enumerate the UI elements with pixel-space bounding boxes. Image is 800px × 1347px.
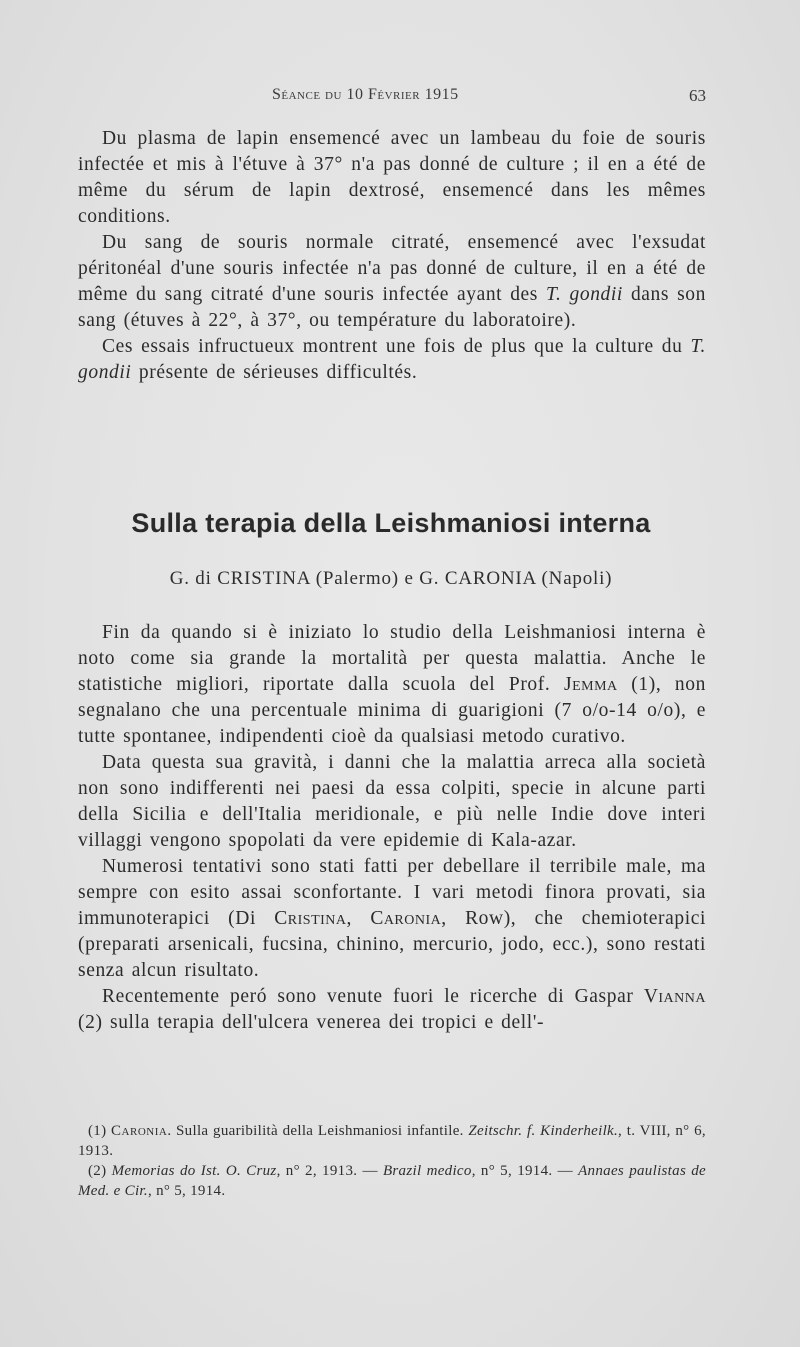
page-header — [76, 86, 706, 112]
journal-name: Annaes paulistas de Med. e Cir. — [78, 1163, 706, 1199]
author-name: Caronia — [370, 908, 442, 929]
previous-article-end — [78, 126, 706, 386]
footnote-text: , n° 2, 1913. — — [276, 1163, 378, 1179]
journal-name: Brazil medico — [382, 1163, 472, 1179]
paragraph-text: dans son sang (étuves à 22°, à 37°, ou température du laboratoire). — [78, 284, 706, 331]
footnote-1: (1) Caronia. Sulla guaribilità della Leishmaniosi infantile. Zeitschr. f. Kinderheilk., t. VIII, n° 6, 1913. — [78, 1123, 706, 1159]
paragraph-text: (2) sulla terapia dell'ulcera venerea dei tropici e dell'- — [78, 1012, 545, 1033]
footnote-marker: (2) — [88, 1163, 107, 1179]
journal-name: Zeitschr. f. Kinderheilk. — [468, 1123, 619, 1139]
species-name: T. gondii — [546, 284, 623, 305]
author-name: Vianna — [643, 986, 706, 1007]
paragraph — [78, 750, 706, 854]
article-authors: G. di CRISTINA (Palermo) e G. CARONIA (Napoli) — [169, 568, 613, 589]
page-number: 63 — [689, 86, 706, 105]
author-name: Cristina — [274, 908, 347, 929]
paragraph-text: Du plasma de lapin ensemencé avec un lambeau du foie de souris infectée et mis à l'étuve à 37° n'a pas donné de culture ; il en a été de même du sérum de lapin dextrosé, ensemencé dans les mêmes conditions. — [78, 128, 706, 227]
footnotes — [78, 1121, 706, 1201]
article-title: Sulla terapia della Leishmaniosi interna — [131, 508, 651, 538]
author-name: Row — [465, 908, 504, 929]
species-name: T. gondii — [78, 336, 706, 383]
author-name: Caronia — [111, 1123, 168, 1139]
paragraph-text: Ces essais infructueux montrent une fois de plus que la culture du — [102, 336, 683, 357]
paragraph — [78, 620, 706, 750]
footnote-text: Sulla guaribilità della Leishmaniosi infantile. — [176, 1123, 464, 1139]
paragraph-text: (1), non segnalano che una percentuale minima di guarigioni (7 o/o-14 o/o), e tutte spontanee, indipendenti cioè da qualsiasi metodo curativo. — [78, 674, 706, 747]
paragraph-text: Du sang de souris normale citraté, ensemencé avec l'exsudat péritonéal d'une souris infectée n'a pas donné de culture, il en a été de même du sang citraté d'une souris infectée ayant des — [78, 232, 706, 305]
paragraph — [78, 126, 706, 230]
paragraph — [78, 984, 706, 1036]
article-body — [78, 620, 706, 1036]
paragraph-text: ), che chemioterapici (preparati arsenicali, fucsina, chinino, mercurio, jodo, ecc.), sono restati senza alcun risultato. — [78, 908, 707, 981]
paragraph-text: Data questa sua gravità, i danni che la malattia arreca alla società non sono indifferenti nei paesi da essa colpiti, specie in alcune parti della Sicilia e dell'Italia meridionale, e più nelle Indie dove interi villaggi vengono spopolati da vere epidemie di Kala-azar. — [78, 752, 706, 851]
journal-name: Memorias do Ist. O. Cruz — [111, 1163, 277, 1179]
footnote-text: , n° 5, 1914. — — [471, 1163, 573, 1179]
paragraph — [78, 334, 706, 386]
paragraph-text: Numerosi tentativi sono stati fatti per debellare il terribile male, ma sempre con esito assai sconfortante. I vari metodi finora provati, sia immunoterapici (Di — [78, 856, 706, 929]
running-head: Séance du 10 Février 1915 — [272, 86, 459, 103]
paragraph-text: Fin da quando si è iniziato lo studio della Leishmaniosi interna è noto come sia grande la mortalità per questa malattia. Anche le statistiche migliori, riportate dalla scuola del Prof. — [78, 622, 706, 695]
footnote-text: , t. VIII, n° 6, 1913. — [78, 1123, 706, 1159]
paragraph — [78, 230, 706, 334]
footnote-marker: (1) — [88, 1123, 107, 1139]
footnote-2 — [78, 1161, 706, 1201]
footnote-text: , n° 5, 1914. — [147, 1183, 226, 1199]
paragraph: Numerosi tentativi sono stati fatti per debellare il terribile male, ma sempre con esito assai sconfortante. I vari metodi finora provati, sia immunoterapici (Di Cristina, Caronia, Row), che chemioterapici (preparati arsenicali, fucsina, chinino, mercurio, jodo, ecc.), sono restati senza alcun risultato. — [78, 856, 707, 981]
paragraph-text: présente de sérieuses difficultés. — [138, 362, 418, 383]
paragraph-text: Recentemente peró sono venute fuori le ricerche di Gaspar — [102, 986, 634, 1007]
author-name: Jemma — [563, 674, 618, 695]
